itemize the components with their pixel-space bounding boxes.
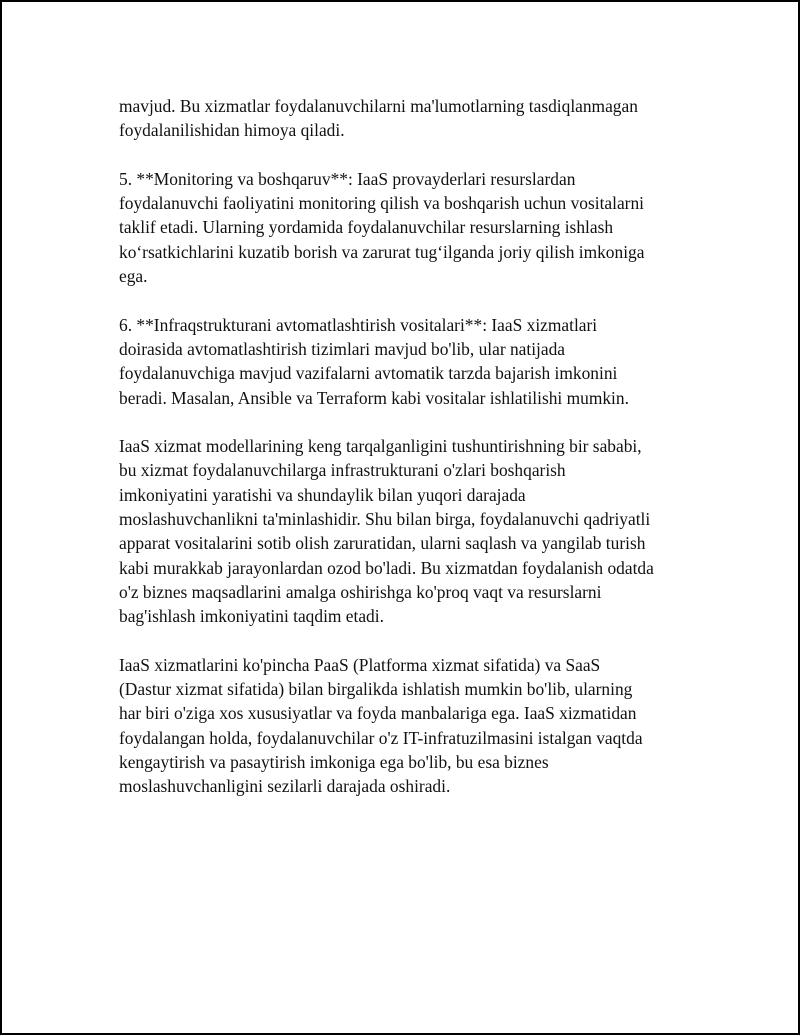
paragraph-iaas-popularity [119,434,699,628]
text-line: foydalangan holda, foydalanuvchilar o'z IT-infratuzilmasini istalgan vaqtda [119,727,643,748]
paragraph-continuation [119,94,699,143]
text-line: bag'ishlash imkoniyatini taqdim etadi. [119,606,384,627]
text-line: ega. [119,266,148,287]
text-line: taklif etadi. Ularning yordamida foydalanuvchilar resurslarning ishlash [119,217,614,238]
text-line: moslashuvchanlikni ta'minlashidir. Shu bilan birga, foydalanuvchi qadriyatli [119,509,651,530]
text-line: IaaS xizmat modellarining keng tarqalganligini tushuntirishning bir sababi, [119,436,642,457]
text-line: IaaS xizmatlarini ko'pincha PaaS (Platforma xizmat sifatida) va SaaS [119,654,601,675]
text-line: moslashuvchanligini sezilarli darajada oshiradi. [119,776,451,797]
text-line: 5. **Monitoring va boshqaruv**: IaaS provayderlari resurslardan [119,168,576,189]
paragraph-paas-saas [119,653,699,799]
text-line: foydalanilishidan himoya qiladi. [119,120,345,141]
paragraph-monitoring [119,167,699,288]
text-line: o'z biznes maqsadlarini amalga oshirishga ko'proq vaqt va resurslarni [119,581,602,602]
document-body [119,94,699,823]
paragraph-automation [119,313,699,410]
text-line: mavjud. Bu xizmatlar foydalanuvchilarni ma'lumotlarning tasdiqlanmagan [119,96,638,116]
text-line: kabi murakkab jarayonlardan ozod bo'ladi. Bu xizmatdan foydalanish odatda [119,557,654,578]
text-line: foydalanuvchiga mavjud vazifalarni avtomatik tarzda bajarish imkonini [119,363,618,384]
text-line: 6. **Infraqstrukturani avtomatlashtirish vositalari**: IaaS xizmatlari [119,314,598,335]
text-line: bu xizmat foydalanuvchilarga infrastrukturani o'zlari boshqarish [119,460,566,481]
text-line: beradi. Masalan, Ansible va Terraform kabi vositalar ishlatilishi mumkin. [119,387,629,408]
text-line: apparat vositalarini sotib olish zaruratidan, ularni saqlash va yangilab turish [119,533,646,554]
text-line: (Dastur xizmat sifatida) bilan birgalikda ishlatish mumkin bo'lib, ularning [119,679,633,700]
text-line: imkoniyatini yaratishi va shundaylik bilan yuqori darajada [119,484,526,505]
text-line: har biri o'ziga xos xususiyatlar va foyda manbalariga ega. IaaS xizmatidan [119,703,637,724]
text-line: doirasida avtomatlashtirish tizimlari mavjud bo'lib, ular natijada [119,338,566,359]
text-line: foydalanuvchi faoliyatini monitoring qilish va boshqarish uchun vositalarni [119,193,645,214]
text-line: koʻrsatkichlarini kuzatib borish va zarurat tugʻilganda joriy qilish imkoniga [119,241,645,262]
text-line: kengaytirish va pasaytirish imkoniga ega bo'lib, bu esa biznes [119,752,549,773]
